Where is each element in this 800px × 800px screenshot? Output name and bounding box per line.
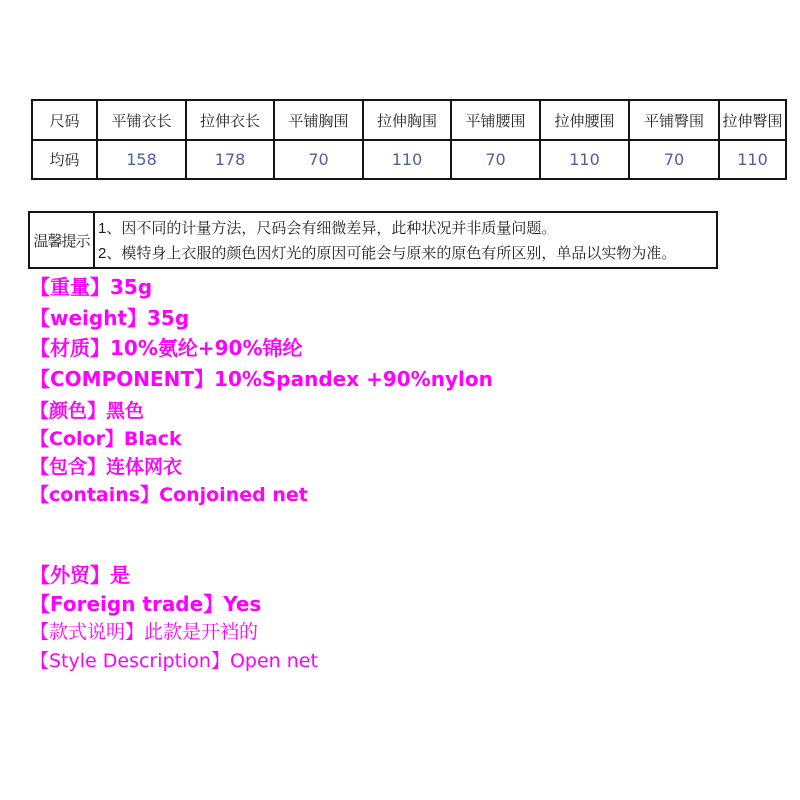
foreign-trade-line-en: 【Foreign trade】Yes [30, 591, 262, 616]
size-chart-table [31, 99, 787, 180]
cell-stretch-hip: 110 [719, 140, 786, 179]
header-flat-bust: 平铺胸围 [274, 100, 363, 140]
header-stretch-bust: 拉伸胸围 [363, 100, 451, 140]
weight-line-en: 【weight】35g [30, 305, 190, 330]
style-description-line-cn: 【款式说明】此款是开裆的 [30, 621, 259, 643]
warm-tips-line-2: 2、模特身上衣服的颜色因灯光的原因可能会与原来的原色有所区别，单品以实物为准。 [98, 244, 677, 262]
contains-line-cn: 【包含】连体网衣 [30, 456, 183, 478]
weight-line-cn: 【重量】35g [30, 275, 153, 299]
detail-block-color-contains [30, 397, 308, 509]
cell-flat-length: 158 [97, 140, 186, 179]
detail-block-weight-material [30, 272, 493, 394]
header-stretch-waist: 拉伸腰围 [540, 100, 629, 140]
material-line-en: 【COMPONENT】10%Spandex +90%nylon [30, 366, 493, 391]
header-flat-hip: 平铺臀围 [629, 100, 719, 140]
cell-stretch-bust: 110 [363, 140, 451, 179]
header-flat-length: 平铺衣长 [97, 100, 186, 140]
color-line-en: 【Color】Black [30, 428, 182, 450]
cell-stretch-length: 178 [186, 140, 274, 179]
header-size: 尺码 [32, 100, 97, 140]
warm-tips-label: 温馨提示 [30, 213, 95, 267]
warm-tips-box [28, 211, 718, 269]
cell-flat-bust: 70 [274, 140, 363, 179]
cell-size-name: 均码 [32, 140, 97, 179]
header-stretch-hip: 拉伸臀围 [719, 100, 786, 140]
cell-flat-hip: 70 [629, 140, 719, 179]
contains-line-en: 【contains】Conjoined net [30, 484, 308, 506]
cell-flat-waist: 70 [451, 140, 540, 179]
detail-block-trade-style [30, 561, 318, 675]
foreign-trade-line-cn: 【外贸】是 [30, 563, 130, 587]
material-line-cn: 【材质】10%氨纶+90%锦纶 [30, 336, 303, 360]
warm-tips-line-1: 1、因不同的计量方法，尺码会有细微差异，此种状况并非质量问题。 [98, 219, 557, 237]
style-description-line-en: 【Style Description】Open net [30, 649, 318, 672]
header-flat-waist: 平铺腰围 [451, 100, 540, 140]
cell-stretch-waist: 110 [540, 140, 629, 179]
size-chart-header-row [32, 100, 786, 140]
warm-tips-content [95, 213, 716, 267]
header-stretch-length: 拉伸衣长 [186, 100, 274, 140]
color-line-cn: 【颜色】黑色 [30, 400, 145, 422]
size-chart-data-row [32, 140, 786, 179]
